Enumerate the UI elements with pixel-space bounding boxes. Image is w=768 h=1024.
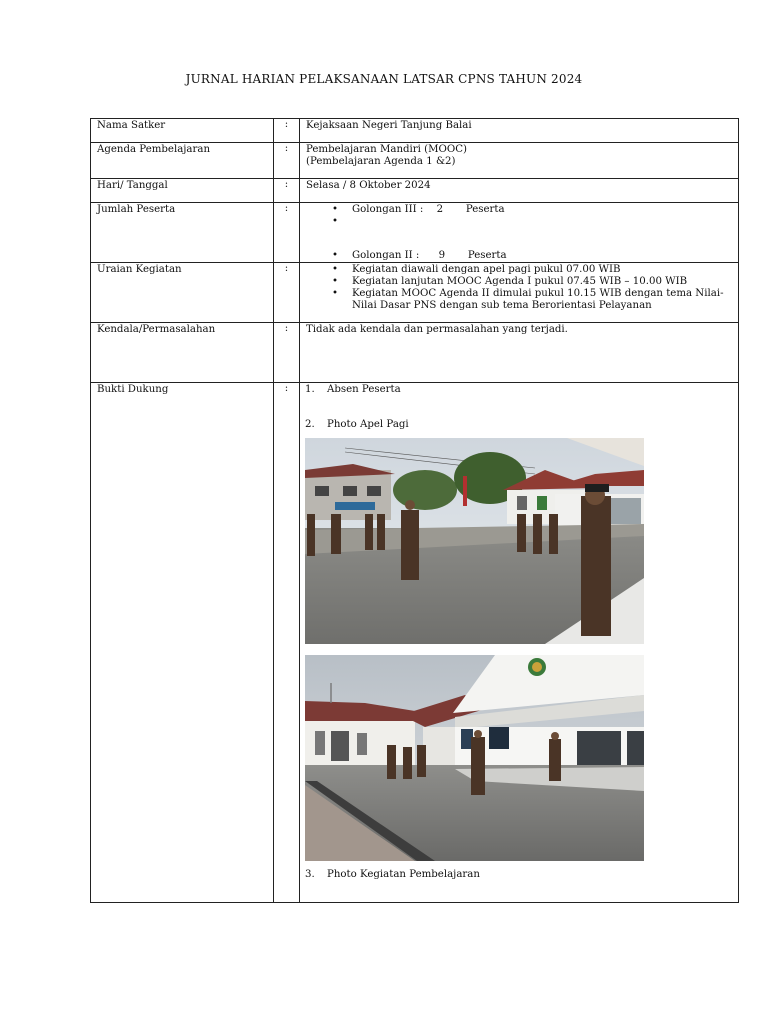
- journal-table: [90, 118, 739, 903]
- row-kendala: [91, 323, 739, 383]
- golongan-iii-count: 2: [436, 204, 444, 215]
- golongan-ii-unit: Peserta: [467, 250, 507, 261]
- bukti-item: [305, 384, 732, 396]
- value-kendala: Tidak ada kendala dan permasalahan yang terjadi.: [300, 323, 739, 383]
- uraian-item: • Kegiatan MOOC Agenda II dimulai pukul 10.15 WIB dengan tema Nilai-Nilai Dasar PNS dengan sub tema Berorientasi Pelayanan: [332, 288, 732, 312]
- golongan-iii-unit: Peserta: [465, 204, 505, 215]
- colon: :: [274, 143, 300, 179]
- value-bukti-dukung: [300, 383, 739, 903]
- row-tanggal: [91, 179, 739, 203]
- label-jumlah-peserta: Jumlah Peserta: [91, 203, 274, 263]
- golongan-ii-count: 9: [438, 250, 446, 261]
- bukti-item-text: Photo Apel Pagi: [327, 419, 409, 430]
- document-title: JURNAL HARIAN PELAKSANAAN LATSAR CPNS TAHUN 2024: [185, 72, 583, 86]
- golongan-ii-item: [332, 250, 732, 262]
- bukti-item-text: Photo Kegiatan Pembelajaran: [327, 869, 480, 880]
- colon: :: [274, 323, 300, 383]
- spacer: [332, 216, 732, 250]
- uraian-item: • Kegiatan lanjutan MOOC Agenda I pukul 07.45 WIB – 10.00 WIB: [332, 276, 732, 288]
- photo-apel-pagi-1: [305, 438, 644, 644]
- bukti-item-text: Absen Peserta: [327, 384, 401, 395]
- bukti-item: [305, 869, 732, 881]
- value-agenda: [300, 143, 739, 179]
- uraian-list: [306, 264, 732, 312]
- peserta-list: [306, 204, 732, 262]
- agenda-line-1: Pembelajaran Mandiri (MOOC): [306, 144, 468, 155]
- golongan-ii-name: Golongan II :: [352, 250, 420, 261]
- colon: :: [274, 383, 300, 903]
- value-uraian-kegiatan: [300, 263, 739, 323]
- colon: :: [274, 179, 300, 203]
- row-bukti-dukung: [91, 383, 739, 903]
- row-uraian-kegiatan: [91, 263, 739, 323]
- photo-apel-pagi-2: [305, 655, 644, 861]
- golongan-iii-item: [332, 204, 732, 216]
- value-jumlah-peserta: [300, 203, 739, 263]
- colon: :: [274, 119, 300, 143]
- colon: :: [274, 263, 300, 323]
- bukti-item-number: 1.: [305, 384, 315, 395]
- bukti-item: [305, 419, 732, 431]
- label-tanggal: Hari/ Tanggal: [91, 179, 274, 203]
- uraian-item: • Kegiatan diawali dengan apel pagi pukul 07.00 WIB: [332, 264, 732, 276]
- value-nama-satker: Kejaksaan Negeri Tanjung Balai: [300, 119, 739, 143]
- label-agenda: Agenda Pembelajaran: [91, 143, 274, 179]
- label-uraian-kegiatan: Uraian Kegiatan: [91, 263, 274, 323]
- row-agenda: [91, 143, 739, 179]
- bukti-item-number: 3.: [305, 869, 315, 880]
- row-nama-satker: [91, 119, 739, 143]
- row-jumlah-peserta: [91, 203, 739, 263]
- label-nama-satker: Nama Satker: [91, 119, 274, 143]
- bukti-item-number: 2.: [305, 419, 315, 430]
- label-bukti-dukung: Bukti Dukung: [91, 383, 274, 903]
- agenda-line-2: (Pembelajaran Agenda 1 &2): [306, 156, 456, 167]
- colon: :: [274, 203, 300, 263]
- value-tanggal: Selasa / 8 Oktober 2024: [300, 179, 739, 203]
- label-kendala: Kendala/Permasalahan: [91, 323, 274, 383]
- golongan-iii-name: Golongan III :: [352, 204, 424, 215]
